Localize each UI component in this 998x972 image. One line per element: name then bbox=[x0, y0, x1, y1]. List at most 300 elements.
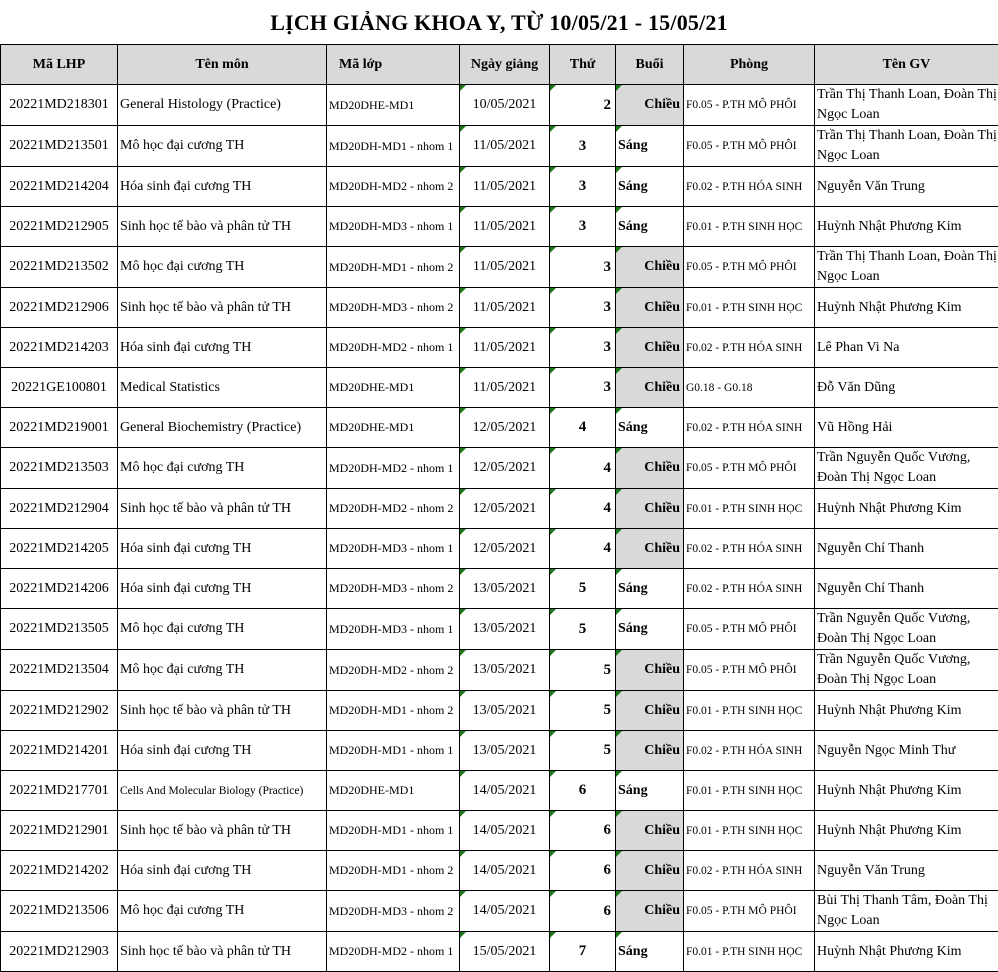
cell-ma-lop-text: MD20DH-MD2 - nhom 2 bbox=[329, 179, 453, 193]
cell-ngay-giang[interactable] bbox=[460, 851, 550, 891]
cell-buoi[interactable] bbox=[616, 167, 684, 207]
cell-ma-lop[interactable] bbox=[327, 691, 460, 731]
cell-thu-text: 3 bbox=[604, 259, 612, 275]
cell-ten-mon-text: Mô học đại cương TH bbox=[120, 662, 244, 677]
cell-ma-lop-text: MD20DH-MD3 - nhom 2 bbox=[329, 581, 453, 595]
header-thu[interactable]: Thứ bbox=[550, 45, 616, 85]
cell-marker-icon bbox=[460, 448, 466, 454]
cell-ten-mon[interactable] bbox=[118, 247, 327, 288]
cell-marker-icon bbox=[550, 609, 556, 615]
cell-ma-lop[interactable] bbox=[327, 85, 460, 126]
cell-ten-gv-text: Huỳnh Nhật Phương Kim bbox=[817, 300, 962, 315]
cell-ma-lhp[interactable] bbox=[1, 771, 118, 811]
cell-ma-lhp[interactable] bbox=[1, 529, 118, 569]
cell-ten-gv[interactable] bbox=[815, 691, 998, 731]
cell-phong-text: F0.01 - P.TH SINH HỌC bbox=[686, 221, 802, 233]
cell-ngay-giang-text: 11/05/2021 bbox=[473, 179, 536, 194]
cell-ten-gv-text: Trần Nguyễn Quốc Vương, Đoàn Thị Ngọc Loan bbox=[817, 652, 970, 687]
cell-ten-mon-text: General Biochemistry (Practice) bbox=[120, 420, 301, 435]
table-row bbox=[1, 731, 998, 771]
table-row bbox=[1, 288, 998, 328]
cell-buoi[interactable] bbox=[616, 408, 684, 448]
cell-thu[interactable] bbox=[550, 771, 616, 811]
cell-ten-gv[interactable] bbox=[815, 489, 998, 529]
cell-phong[interactable] bbox=[684, 891, 815, 932]
cell-phong[interactable] bbox=[684, 448, 815, 489]
table-row bbox=[1, 851, 998, 891]
cell-marker-icon bbox=[550, 126, 556, 132]
cell-ngay-giang[interactable] bbox=[460, 569, 550, 609]
cell-ma-lop-text: MD20DH-MD1 - nhom 2 bbox=[329, 703, 453, 717]
cell-ma-lhp[interactable] bbox=[1, 167, 118, 207]
cell-ten-gv[interactable] bbox=[815, 891, 998, 932]
cell-ma-lhp[interactable] bbox=[1, 851, 118, 891]
table-row bbox=[1, 247, 998, 288]
cell-ten-mon-text: Hóa sinh đại cương TH bbox=[120, 863, 251, 878]
cell-ten-mon[interactable] bbox=[118, 932, 327, 972]
cell-ten-mon-text: Hóa sinh đại cương TH bbox=[120, 179, 251, 194]
cell-ma-lhp[interactable] bbox=[1, 126, 118, 167]
cell-phong[interactable] bbox=[684, 288, 815, 328]
cell-ma-lhp[interactable] bbox=[1, 85, 118, 126]
cell-ma-lop[interactable] bbox=[327, 408, 460, 448]
cell-ma-lhp-text: 20221MD213506 bbox=[9, 903, 109, 918]
cell-ten-gv[interactable] bbox=[815, 811, 998, 851]
cell-marker-icon bbox=[616, 288, 622, 294]
cell-buoi[interactable] bbox=[616, 328, 684, 368]
cell-thu[interactable] bbox=[550, 650, 616, 691]
cell-buoi[interactable] bbox=[616, 731, 684, 771]
cell-ten-gv[interactable] bbox=[815, 650, 998, 691]
cell-buoi[interactable] bbox=[616, 368, 684, 408]
cell-ngay-giang[interactable] bbox=[460, 448, 550, 489]
cell-phong[interactable] bbox=[684, 771, 815, 811]
cell-phong[interactable] bbox=[684, 932, 815, 972]
cell-ngay-giang[interactable] bbox=[460, 247, 550, 288]
cell-ten-gv-text: Nguyễn Văn Trung bbox=[817, 863, 925, 878]
cell-ngay-giang[interactable] bbox=[460, 771, 550, 811]
cell-ten-gv[interactable] bbox=[815, 408, 998, 448]
cell-buoi[interactable] bbox=[616, 691, 684, 731]
cell-ma-lhp-text: 20221MD213505 bbox=[9, 621, 109, 636]
cell-ngay-giang[interactable] bbox=[460, 489, 550, 529]
cell-ma-lhp[interactable] bbox=[1, 932, 118, 972]
cell-buoi-text: Chiều bbox=[644, 863, 680, 878]
cell-ma-lop[interactable] bbox=[327, 569, 460, 609]
cell-thu-text: 5 bbox=[604, 662, 612, 678]
cell-ma-lhp[interactable] bbox=[1, 489, 118, 529]
cell-ten-mon[interactable] bbox=[118, 731, 327, 771]
cell-buoi[interactable] bbox=[616, 851, 684, 891]
cell-ngay-giang[interactable] bbox=[460, 126, 550, 167]
cell-thu[interactable] bbox=[550, 368, 616, 408]
table-row bbox=[1, 328, 998, 368]
cell-ngay-giang-text: 14/05/2021 bbox=[473, 863, 537, 878]
cell-buoi[interactable] bbox=[616, 247, 684, 288]
cell-ten-mon[interactable] bbox=[118, 891, 327, 932]
cell-thu-text: 5 bbox=[579, 580, 587, 596]
cell-ten-gv-text: Nguyễn Ngọc Minh Thư bbox=[817, 743, 955, 758]
cell-thu[interactable] bbox=[550, 609, 616, 650]
cell-buoi-text: Chiều bbox=[644, 541, 680, 556]
cell-ma-lhp[interactable] bbox=[1, 609, 118, 650]
header-ngay-giang[interactable]: Ngày giảng bbox=[460, 45, 550, 85]
cell-ten-mon[interactable] bbox=[118, 489, 327, 529]
cell-ma-lop-text: MD20DH-MD2 - nhom 1 bbox=[329, 461, 453, 475]
cell-ma-lhp[interactable] bbox=[1, 691, 118, 731]
cell-ten-mon[interactable] bbox=[118, 811, 327, 851]
cell-phong[interactable] bbox=[684, 731, 815, 771]
cell-marker-icon bbox=[550, 247, 556, 253]
cell-phong[interactable] bbox=[684, 489, 815, 529]
cell-ten-gv[interactable] bbox=[815, 207, 998, 247]
cell-ma-lop[interactable] bbox=[327, 650, 460, 691]
cell-ma-lop[interactable] bbox=[327, 207, 460, 247]
cell-phong-text: F0.05 - P.TH MÔ PHÔI bbox=[686, 140, 797, 152]
cell-ten-mon[interactable] bbox=[118, 529, 327, 569]
cell-phong[interactable] bbox=[684, 529, 815, 569]
cell-phong-text: F0.05 - P.TH MÔ PHÔI bbox=[686, 99, 797, 111]
cell-ten-mon[interactable] bbox=[118, 650, 327, 691]
cell-ten-gv[interactable] bbox=[815, 569, 998, 609]
cell-ma-lhp[interactable] bbox=[1, 408, 118, 448]
cell-marker-icon bbox=[460, 408, 466, 414]
cell-ma-lhp[interactable] bbox=[1, 650, 118, 691]
cell-ma-lhp[interactable] bbox=[1, 731, 118, 771]
cell-thu[interactable] bbox=[550, 408, 616, 448]
cell-marker-icon bbox=[616, 731, 622, 737]
cell-ten-mon[interactable] bbox=[118, 167, 327, 207]
cell-thu-text: 5 bbox=[604, 702, 612, 718]
cell-ma-lop[interactable] bbox=[327, 167, 460, 207]
table-row bbox=[1, 529, 998, 569]
cell-ma-lhp[interactable] bbox=[1, 811, 118, 851]
cell-thu-text: 4 bbox=[604, 500, 612, 516]
cell-buoi[interactable] bbox=[616, 529, 684, 569]
cell-buoi-text: Chiều bbox=[644, 703, 680, 718]
cell-buoi[interactable] bbox=[616, 811, 684, 851]
cell-ten-mon[interactable] bbox=[118, 288, 327, 328]
cell-ma-lop-text: MD20DH-MD1 - nhom 1 bbox=[329, 139, 453, 153]
cell-ten-gv-text: Huỳnh Nhật Phương Kim bbox=[817, 219, 962, 234]
cell-buoi-text: Sáng bbox=[618, 420, 648, 435]
cell-ma-lop-text: MD20DH-MD2 - nhom 2 bbox=[329, 663, 453, 677]
cell-buoi[interactable] bbox=[616, 126, 684, 167]
cell-thu[interactable] bbox=[550, 932, 616, 972]
cell-ngay-giang-text: 10/05/2021 bbox=[473, 97, 537, 112]
cell-ten-mon[interactable] bbox=[118, 328, 327, 368]
cell-ten-mon[interactable] bbox=[118, 609, 327, 650]
cell-phong-text: F0.02 - P.TH HÓA SINH bbox=[686, 543, 802, 555]
cell-ma-lhp[interactable] bbox=[1, 569, 118, 609]
cell-ngay-giang[interactable] bbox=[460, 891, 550, 932]
table-row bbox=[1, 609, 998, 650]
cell-ngay-giang[interactable] bbox=[460, 288, 550, 328]
cell-thu[interactable] bbox=[550, 247, 616, 288]
cell-ten-gv[interactable] bbox=[815, 167, 998, 207]
cell-ngay-giang[interactable] bbox=[460, 731, 550, 771]
cell-ten-gv-text: Trần Nguyễn Quốc Vương, Đoàn Thị Ngọc Loan bbox=[817, 450, 970, 485]
cell-ten-gv-text: Huỳnh Nhật Phương Kim bbox=[817, 703, 962, 718]
cell-ten-mon[interactable] bbox=[118, 207, 327, 247]
cell-ten-mon[interactable] bbox=[118, 691, 327, 731]
cell-ngay-giang-text: 13/05/2021 bbox=[473, 703, 537, 718]
cell-thu[interactable] bbox=[550, 691, 616, 731]
cell-ma-lop[interactable] bbox=[327, 731, 460, 771]
cell-ten-mon-text: Hóa sinh đại cương TH bbox=[120, 340, 251, 355]
cell-marker-icon bbox=[550, 448, 556, 454]
cell-marker-icon bbox=[460, 811, 466, 817]
cell-ma-lop[interactable] bbox=[327, 771, 460, 811]
table-row bbox=[1, 408, 998, 448]
cell-buoi[interactable] bbox=[616, 569, 684, 609]
cell-ngay-giang[interactable] bbox=[460, 368, 550, 408]
cell-ngay-giang[interactable] bbox=[460, 811, 550, 851]
cell-phong[interactable] bbox=[684, 650, 815, 691]
cell-ma-lop[interactable] bbox=[327, 811, 460, 851]
cell-ngay-giang[interactable] bbox=[460, 691, 550, 731]
cell-thu[interactable] bbox=[550, 448, 616, 489]
cell-phong[interactable] bbox=[684, 328, 815, 368]
cell-ten-mon[interactable] bbox=[118, 851, 327, 891]
cell-thu[interactable] bbox=[550, 288, 616, 328]
cell-phong[interactable] bbox=[684, 691, 815, 731]
cell-thu-text: 3 bbox=[604, 339, 612, 355]
cell-ma-lhp[interactable] bbox=[1, 368, 118, 408]
cell-marker-icon bbox=[460, 167, 466, 173]
cell-ngay-giang[interactable] bbox=[460, 328, 550, 368]
cell-marker-icon bbox=[616, 247, 622, 253]
cell-marker-icon bbox=[616, 851, 622, 857]
cell-ngay-giang-text: 11/05/2021 bbox=[473, 138, 536, 153]
cell-thu-text: 6 bbox=[604, 822, 612, 838]
cell-marker-icon bbox=[460, 569, 466, 575]
cell-ten-gv[interactable] bbox=[815, 247, 998, 288]
cell-buoi[interactable] bbox=[616, 891, 684, 932]
cell-ma-lhp[interactable] bbox=[1, 207, 118, 247]
cell-marker-icon bbox=[550, 489, 556, 495]
cell-ngay-giang[interactable] bbox=[460, 932, 550, 972]
cell-ngay-giang[interactable] bbox=[460, 408, 550, 448]
cell-ma-lop[interactable] bbox=[327, 891, 460, 932]
cell-ngay-giang-text: 15/05/2021 bbox=[473, 944, 537, 959]
cell-marker-icon bbox=[460, 368, 466, 374]
cell-ngay-giang[interactable] bbox=[460, 529, 550, 569]
cell-ma-lhp-text: 20221MD212903 bbox=[9, 944, 109, 959]
cell-ma-lhp[interactable] bbox=[1, 448, 118, 489]
cell-ten-mon[interactable] bbox=[118, 85, 327, 126]
cell-thu[interactable] bbox=[550, 207, 616, 247]
cell-ten-gv[interactable] bbox=[815, 448, 998, 489]
cell-ten-mon[interactable] bbox=[118, 368, 327, 408]
cell-ma-lop-text: MD20DH-MD1 - nhom 2 bbox=[329, 260, 453, 274]
cell-ten-gv[interactable] bbox=[815, 851, 998, 891]
cell-phong[interactable] bbox=[684, 851, 815, 891]
header-ten-gv[interactable]: Tên GV bbox=[815, 45, 998, 85]
cell-ma-lop[interactable] bbox=[327, 851, 460, 891]
cell-ngay-giang-text: 11/05/2021 bbox=[473, 340, 536, 355]
cell-thu[interactable] bbox=[550, 529, 616, 569]
table-row bbox=[1, 691, 998, 731]
cell-thu[interactable] bbox=[550, 126, 616, 167]
cell-marker-icon bbox=[550, 650, 556, 656]
cell-ten-mon[interactable] bbox=[118, 408, 327, 448]
cell-thu-text: 6 bbox=[604, 903, 612, 919]
table-row bbox=[1, 932, 998, 972]
header-ten-mon[interactable]: Tên môn bbox=[118, 45, 327, 85]
cell-ma-lop[interactable] bbox=[327, 368, 460, 408]
cell-ten-gv-text: Huỳnh Nhật Phương Kim bbox=[817, 783, 962, 798]
cell-thu-text: 4 bbox=[579, 419, 587, 435]
cell-phong[interactable] bbox=[684, 811, 815, 851]
cell-thu[interactable] bbox=[550, 851, 616, 891]
cell-marker-icon bbox=[550, 932, 556, 938]
cell-thu[interactable] bbox=[550, 489, 616, 529]
cell-phong[interactable] bbox=[684, 85, 815, 126]
cell-ma-lhp[interactable] bbox=[1, 328, 118, 368]
cell-ma-lop-text: MD20DH-MD3 - nhom 2 bbox=[329, 904, 453, 918]
cell-phong[interactable] bbox=[684, 167, 815, 207]
cell-phong[interactable] bbox=[684, 569, 815, 609]
cell-ma-lop-text: MD20DHE-MD1 bbox=[329, 380, 414, 394]
cell-thu-text: 3 bbox=[579, 138, 587, 154]
cell-ma-lhp-text: 20221MD213504 bbox=[9, 662, 109, 677]
cell-buoi-text: Sáng bbox=[618, 179, 648, 194]
table-row bbox=[1, 126, 998, 167]
cell-ngay-giang[interactable] bbox=[460, 207, 550, 247]
cell-ma-lhp[interactable] bbox=[1, 288, 118, 328]
cell-ten-gv[interactable] bbox=[815, 529, 998, 569]
cell-ngay-giang[interactable] bbox=[460, 167, 550, 207]
cell-ma-lop[interactable] bbox=[327, 932, 460, 972]
cell-ma-lop-text: MD20DH-MD2 - nhom 1 bbox=[329, 340, 453, 354]
cell-buoi[interactable] bbox=[616, 489, 684, 529]
cell-phong[interactable] bbox=[684, 408, 815, 448]
cell-ten-gv[interactable] bbox=[815, 85, 998, 126]
cell-ma-lop[interactable] bbox=[327, 126, 460, 167]
cell-ma-lop[interactable] bbox=[327, 448, 460, 489]
cell-ma-lhp-text: 20221MD214203 bbox=[9, 340, 109, 355]
cell-buoi[interactable] bbox=[616, 448, 684, 489]
cell-buoi[interactable] bbox=[616, 609, 684, 650]
cell-thu-text: 5 bbox=[579, 621, 587, 637]
cell-ma-lop[interactable] bbox=[327, 288, 460, 328]
cell-ten-gv[interactable] bbox=[815, 368, 998, 408]
cell-buoi-text: Chiều bbox=[644, 300, 680, 315]
cell-ma-lhp-text: 20221MD217701 bbox=[9, 783, 109, 798]
cell-ngay-giang-text: 13/05/2021 bbox=[473, 662, 537, 677]
cell-ten-gv[interactable] bbox=[815, 771, 998, 811]
cell-buoi[interactable] bbox=[616, 207, 684, 247]
cell-marker-icon bbox=[550, 731, 556, 737]
cell-ma-lhp[interactable] bbox=[1, 247, 118, 288]
cell-ten-gv[interactable] bbox=[815, 932, 998, 972]
cell-thu[interactable] bbox=[550, 891, 616, 932]
cell-ma-lop[interactable] bbox=[327, 489, 460, 529]
cell-phong-text: F0.02 - P.TH HÓA SINH bbox=[686, 583, 802, 595]
cell-ma-lop[interactable] bbox=[327, 609, 460, 650]
cell-ma-lhp-text: 20221MD213501 bbox=[9, 138, 109, 153]
header-buoi[interactable]: Buổi bbox=[616, 45, 684, 85]
header-phong[interactable]: Phòng bbox=[684, 45, 815, 85]
cell-phong[interactable] bbox=[684, 609, 815, 650]
cell-ten-mon-text: Medical Statistics bbox=[120, 380, 220, 395]
cell-ngay-giang-text: 11/05/2021 bbox=[473, 259, 536, 274]
cell-buoi[interactable] bbox=[616, 932, 684, 972]
cell-thu[interactable] bbox=[550, 85, 616, 126]
cell-marker-icon bbox=[616, 771, 622, 777]
cell-ma-lhp[interactable] bbox=[1, 891, 118, 932]
cell-ten-gv[interactable] bbox=[815, 126, 998, 167]
cell-marker-icon bbox=[616, 489, 622, 495]
cell-phong[interactable] bbox=[684, 126, 815, 167]
header-ma-lop[interactable]: Mã lớp bbox=[327, 45, 460, 85]
cell-ngay-giang[interactable] bbox=[460, 650, 550, 691]
cell-thu[interactable] bbox=[550, 569, 616, 609]
cell-ten-mon-text: Hóa sinh đại cương TH bbox=[120, 541, 251, 556]
cell-ten-gv-text: Trần Thị Thanh Loan, Đoàn Thị Ngọc Loan bbox=[817, 87, 997, 122]
cell-ten-mon[interactable] bbox=[118, 126, 327, 167]
cell-marker-icon bbox=[550, 167, 556, 173]
cell-thu[interactable] bbox=[550, 731, 616, 771]
cell-ma-lop[interactable] bbox=[327, 328, 460, 368]
cell-ten-gv[interactable] bbox=[815, 288, 998, 328]
cell-ten-mon[interactable] bbox=[118, 771, 327, 811]
cell-thu-text: 4 bbox=[604, 460, 612, 476]
cell-phong[interactable] bbox=[684, 247, 815, 288]
cell-buoi[interactable] bbox=[616, 85, 684, 126]
cell-ten-gv[interactable] bbox=[815, 328, 998, 368]
cell-phong-text: F0.01 - P.TH SINH HỌC bbox=[686, 946, 802, 958]
cell-ten-mon-text: Sinh học tế bào và phân tử TH bbox=[120, 501, 291, 516]
cell-buoi[interactable] bbox=[616, 288, 684, 328]
cell-marker-icon bbox=[460, 650, 466, 656]
cell-marker-icon bbox=[616, 328, 622, 334]
cell-marker-icon bbox=[460, 85, 466, 91]
cell-ma-lop-text: MD20DH-MD3 - nhom 1 bbox=[329, 541, 453, 555]
cell-ten-mon[interactable] bbox=[118, 569, 327, 609]
cell-ngay-giang[interactable] bbox=[460, 609, 550, 650]
cell-ma-lop[interactable] bbox=[327, 247, 460, 288]
cell-ma-lop[interactable] bbox=[327, 529, 460, 569]
header-ma-lhp[interactable]: Mã LHP bbox=[1, 45, 118, 85]
cell-thu-text: 6 bbox=[604, 862, 612, 878]
cell-thu[interactable] bbox=[550, 167, 616, 207]
cell-phong[interactable] bbox=[684, 207, 815, 247]
cell-ten-mon[interactable] bbox=[118, 448, 327, 489]
cell-ngay-giang[interactable] bbox=[460, 85, 550, 126]
cell-ngay-giang-text: 11/05/2021 bbox=[473, 219, 536, 234]
cell-phong[interactable] bbox=[684, 368, 815, 408]
table-row bbox=[1, 167, 998, 207]
cell-ten-mon-text: Sinh học tế bào và phân tử TH bbox=[120, 823, 291, 838]
cell-ma-lhp-text: 20221MD212901 bbox=[9, 823, 109, 838]
table-row bbox=[1, 891, 998, 932]
cell-ten-gv[interactable] bbox=[815, 609, 998, 650]
cell-marker-icon bbox=[616, 691, 622, 697]
cell-buoi[interactable] bbox=[616, 650, 684, 691]
cell-buoi[interactable] bbox=[616, 771, 684, 811]
cell-thu-text: 5 bbox=[604, 742, 612, 758]
cell-ten-gv[interactable] bbox=[815, 731, 998, 771]
cell-thu[interactable] bbox=[550, 811, 616, 851]
cell-marker-icon bbox=[550, 408, 556, 414]
schedule-body bbox=[1, 85, 998, 972]
cell-ngay-giang-text: 14/05/2021 bbox=[473, 823, 537, 838]
cell-thu[interactable] bbox=[550, 328, 616, 368]
cell-ten-mon-text: Hóa sinh đại cương TH bbox=[120, 581, 251, 596]
cell-ten-mon-text: General Histology (Practice) bbox=[120, 97, 281, 112]
